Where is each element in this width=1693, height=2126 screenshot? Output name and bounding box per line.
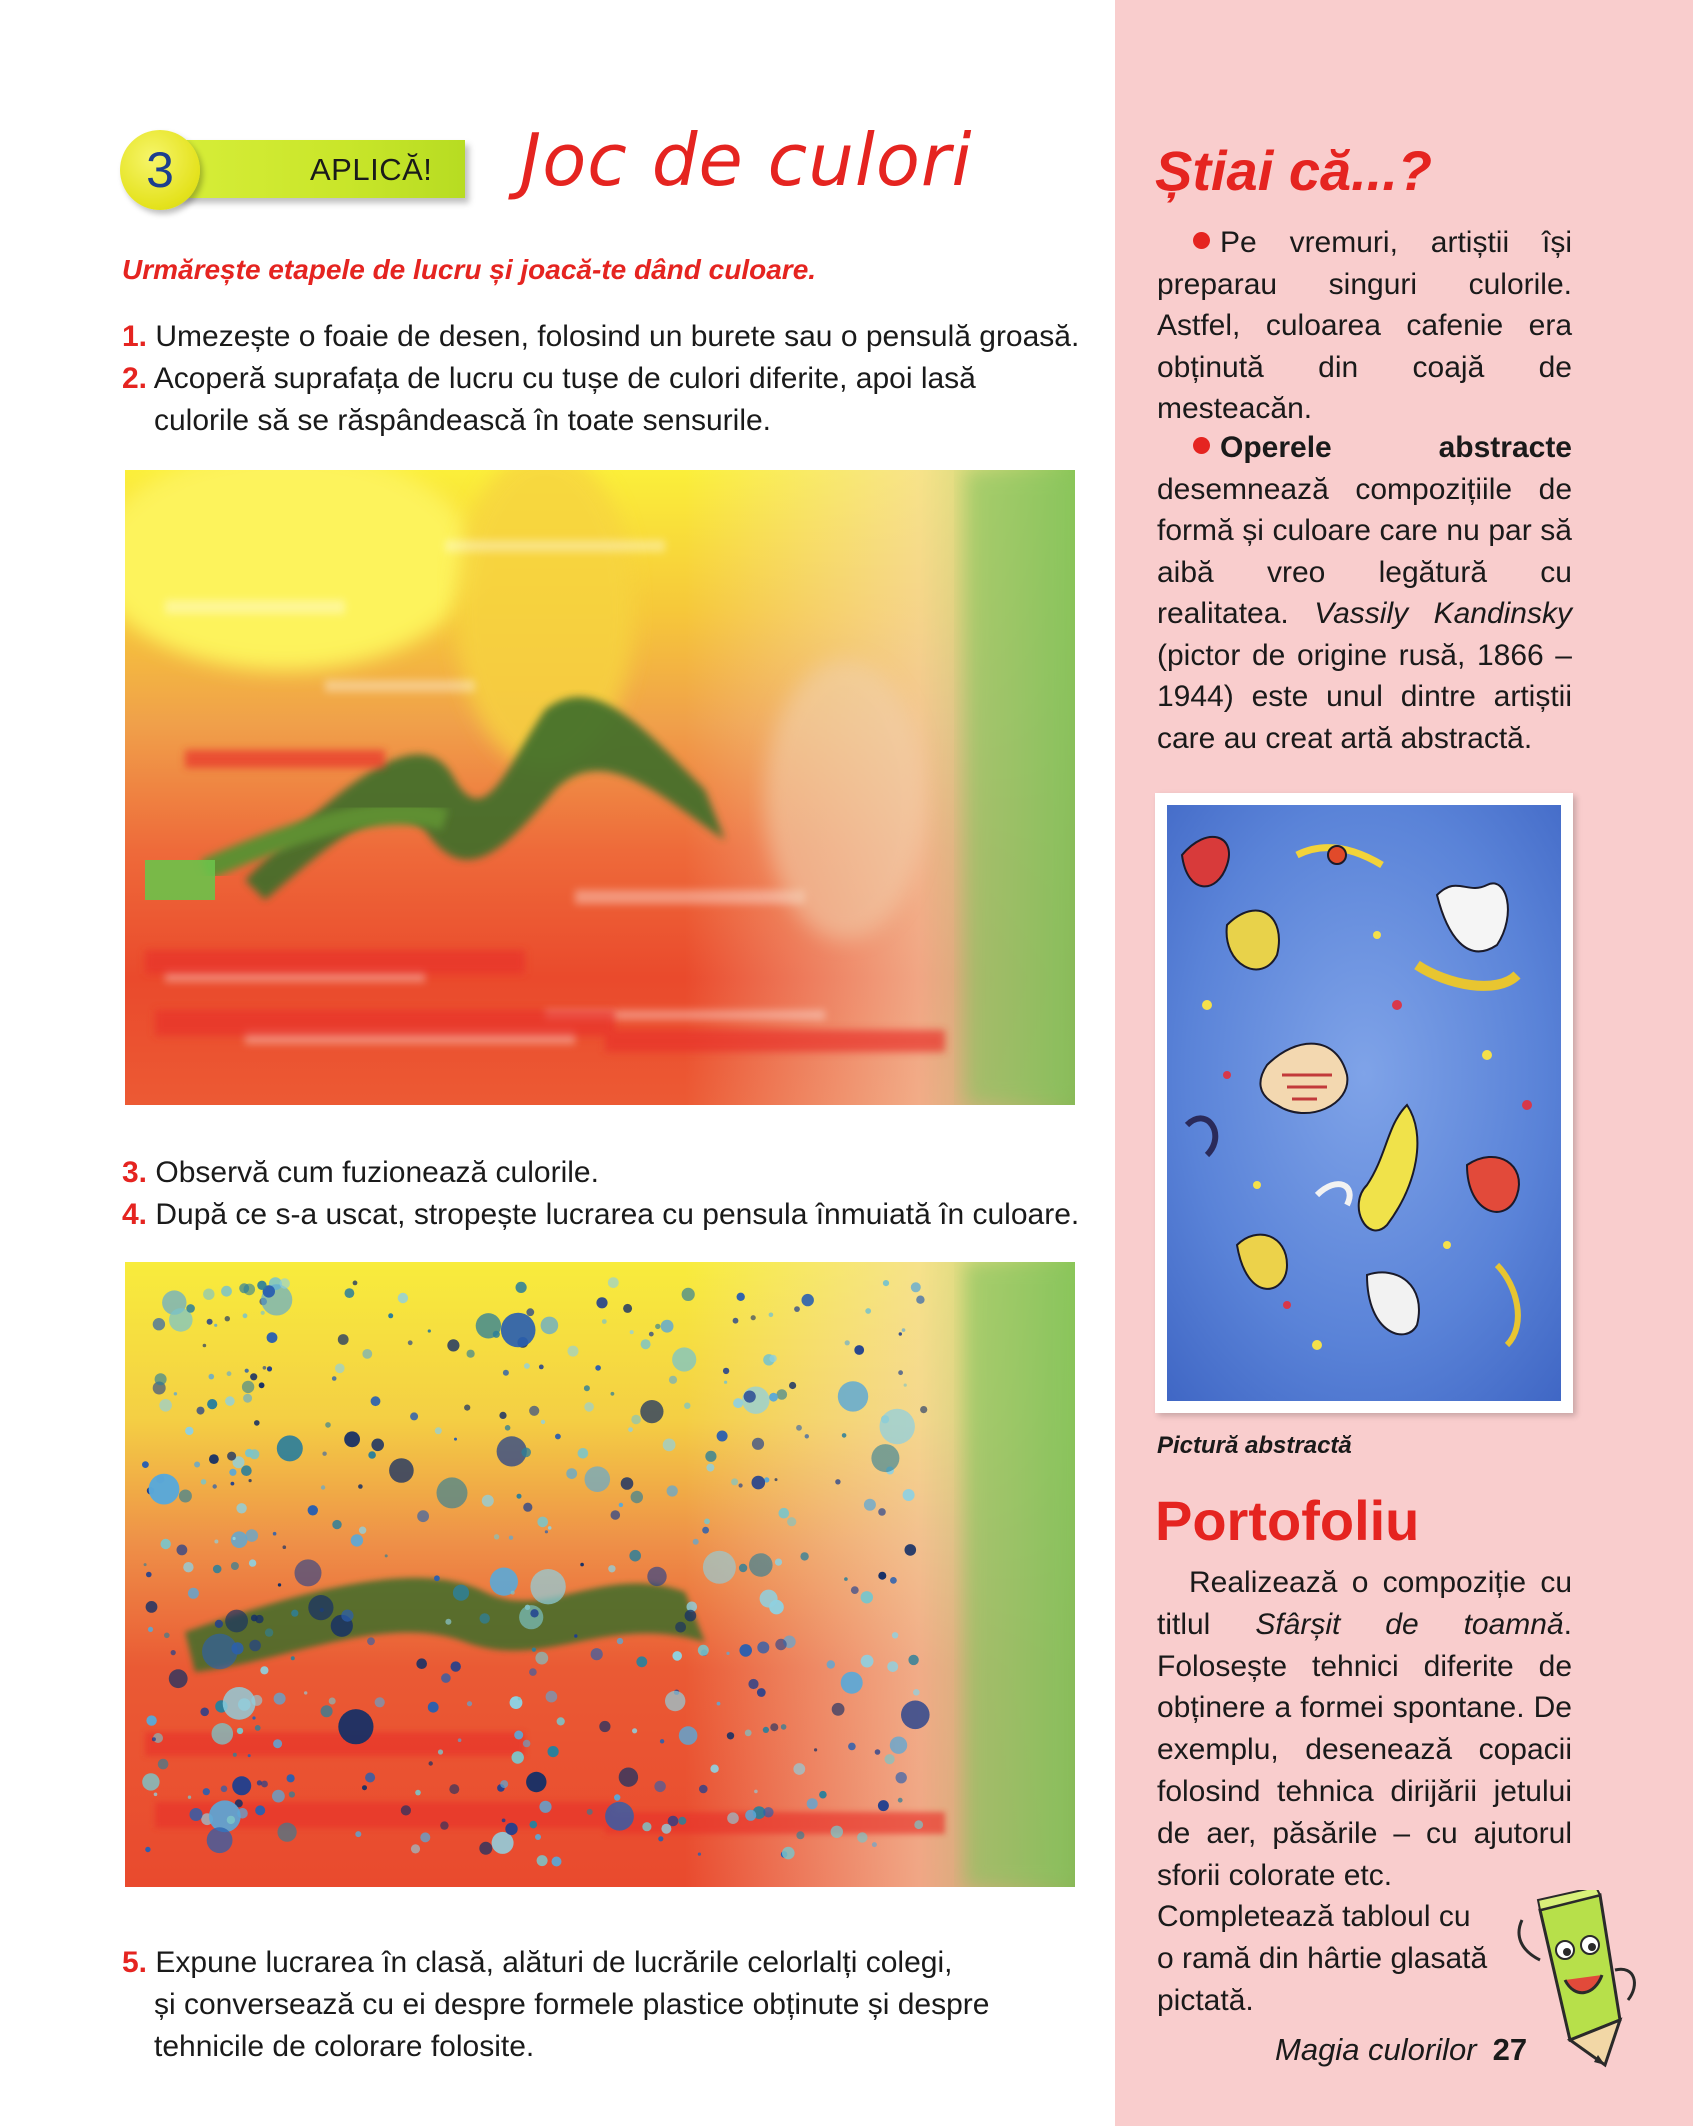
step-text-continued: și conversează cu ei despre formele plastice obținute și despre [154, 1988, 990, 2021]
step-5 [122, 1942, 1082, 2068]
page-footer [1275, 2032, 1527, 2068]
book-title: Magia culorilor [1275, 2032, 1477, 2067]
page-number: 27 [1492, 2032, 1528, 2067]
portfolio-text-b: . Folosește tehnici diferite de obținere a formei spontane. De exemplu, desenează copacii folosind tehnica dirijării jetului de aer, păsările – cu ajutorul sforii colorate etc. [1157, 1607, 1573, 1892]
badge-label: APLICĂ! [310, 152, 433, 187]
step-1 [122, 316, 1082, 358]
step-number: 5. [122, 1946, 148, 1979]
abstract-painting-image [1167, 805, 1561, 1401]
step-text-continued: tehnicile de colorare folosite. [154, 2030, 535, 2063]
step-2 [122, 358, 1082, 442]
step-text: După ce s-a uscat, stropește lucrarea cu pensula înmuiată în culoare. [155, 1198, 1080, 1231]
step-3 [122, 1152, 1082, 1194]
lesson-title: Joc de culori [520, 118, 973, 202]
did-you-know-title: Știai că...? [1155, 139, 1432, 202]
portfolio-text-c2: o ramă din hârtie glasată [1157, 1942, 1488, 1976]
step-number: 4. [122, 1198, 148, 1231]
pencil-mascot-icon [1510, 1890, 1645, 2080]
portfolio-title: Portofoliu [1155, 1489, 1420, 1552]
fact-2-text: desemnează compozițiile de formă și culoare care nu par să aibă vreo legătură cu realitatea. [1157, 472, 1572, 630]
lesson-number: 3 [120, 130, 200, 210]
watercolor-splatter-image [125, 1262, 1075, 1887]
step-number: 2. [122, 362, 148, 395]
watercolor-blend-image [125, 470, 1075, 1105]
fact-2-bold: Operele abstracte [1220, 431, 1572, 464]
bullet-dot-icon [1193, 232, 1210, 249]
portfolio-text-a: Realizează o compoziție cu titlul [1157, 1566, 1572, 1641]
step-text: Umezește o foaie de desen, folosind un burete sau o pensulă groasă. [155, 320, 1080, 353]
step-text: Observă cum fuzionează culorile. [155, 1156, 599, 1189]
step-number: 3. [122, 1156, 148, 1189]
step-text: Expune lucrarea în clasă, alături de lucrările celorlalți colegi, [155, 1946, 953, 1979]
portfolio-text-c3: pictată. [1157, 1983, 1254, 2017]
fact-1 [1157, 222, 1572, 430]
bullet-dot-icon [1193, 437, 1210, 454]
lesson-badge [120, 130, 470, 202]
portfolio-text-c1: Completează tabloul cu [1157, 1900, 1471, 1934]
step-4 [122, 1194, 1082, 1236]
artist-name: Vassily Kandinsky [1314, 597, 1572, 630]
fact-2 [1157, 427, 1572, 759]
painting-caption: Pictură abstractă [1157, 1432, 1352, 1459]
fact-1-text: Pe vremuri, artiștii își preparau singuri culorile. Astfel, culoarea cafenie era obținută din coajă de mesteacăn. [1157, 226, 1572, 425]
abstract-painting-frame [1155, 793, 1573, 1413]
instruction-text: Urmărește etapele de lucru și joacă-te dând culoare. [122, 254, 817, 285]
portfolio-theme: Sfârșit de toamnă [1255, 1607, 1564, 1641]
step-text: Acoperă suprafața de lucru cu tușe de culori diferite, apoi lasă [153, 362, 976, 395]
fact-2-text-end: (pictor de origine rusă, 1866 – 1944) este unul dintre artiștii care au creat artă abstractă. [1157, 638, 1572, 755]
step-text-continued: culorile să se răspândească în toate sensurile. [154, 404, 772, 437]
step-number: 1. [122, 320, 148, 353]
